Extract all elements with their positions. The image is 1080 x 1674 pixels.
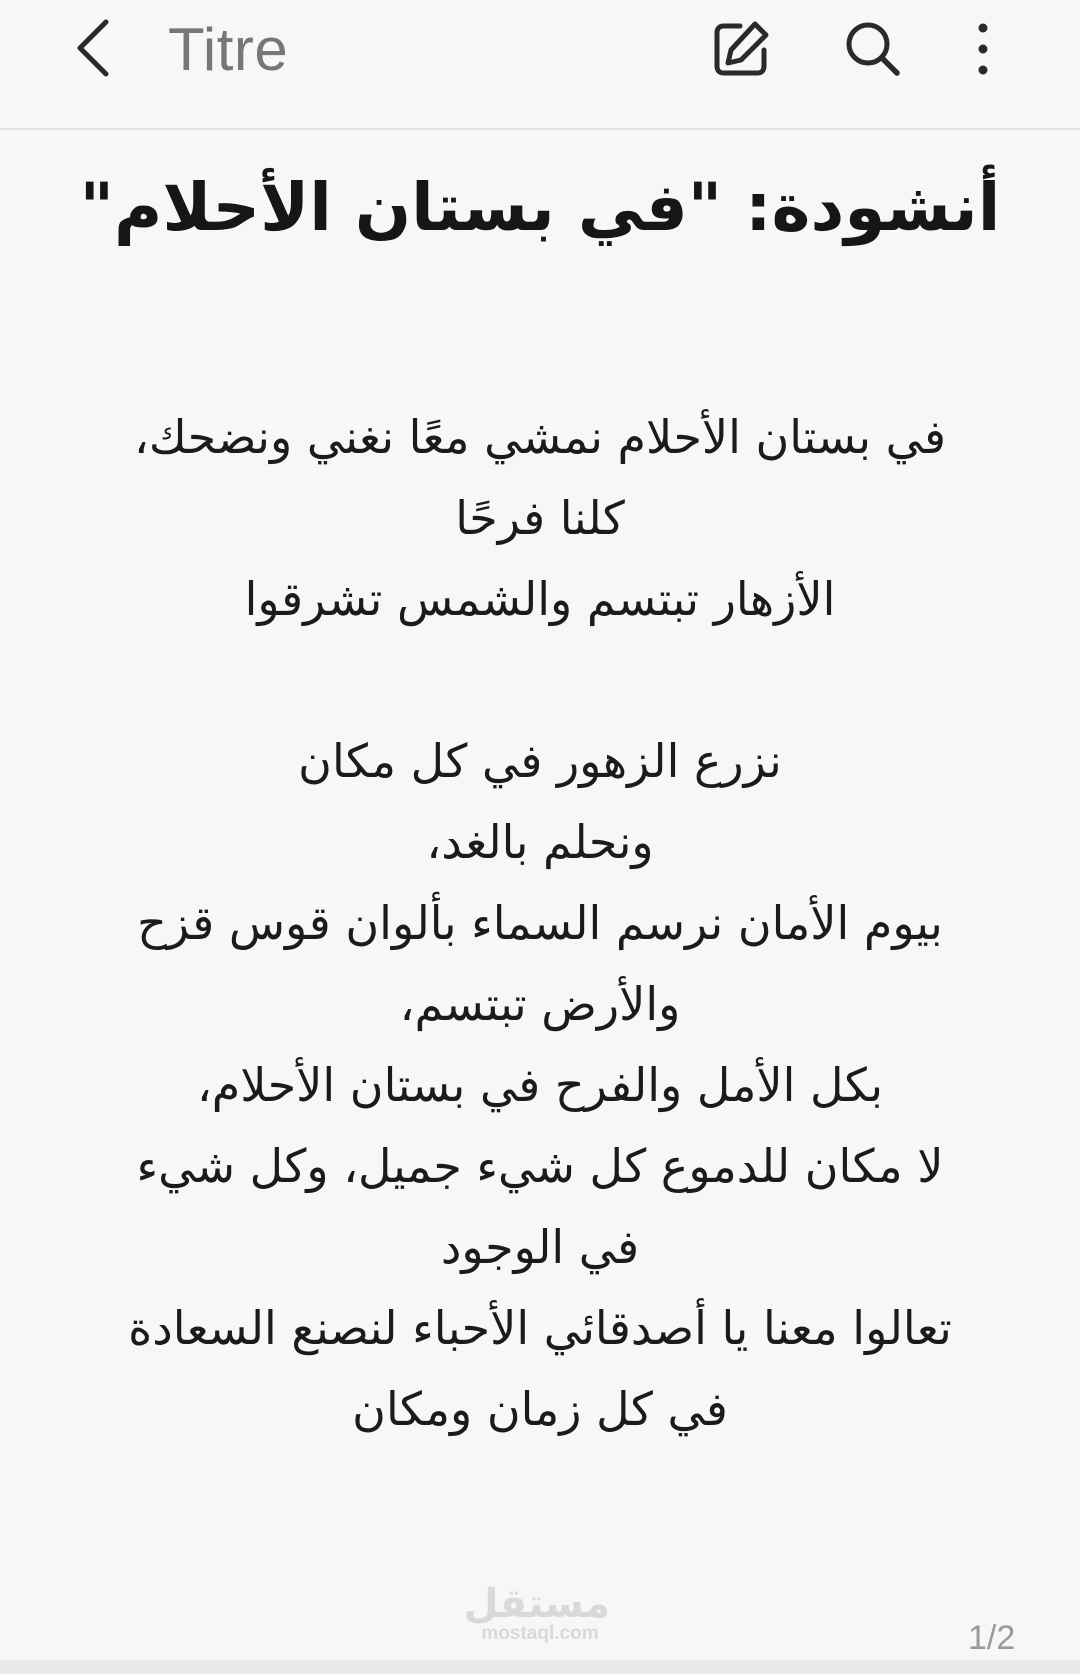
poem-line: في بستان الأحلام نمشي معًا نغني ونضحك، [133,410,946,464]
more-options-button[interactable] [943,9,1023,89]
more-vertical-icon [973,19,993,79]
watermark-latin: mostaql.com [481,1623,599,1644]
watermark-logo [463,1581,610,1644]
search-button[interactable] [833,9,913,89]
chevron-left-icon [74,16,114,80]
poem-line: بكل الأمل والفرح في بستان الأحلام، [196,1058,884,1112]
watermark-arabic: مستقل [463,1581,610,1627]
search-icon [843,19,903,79]
poem-line: نزرع الزهور في كل مكان [298,734,782,788]
document-title: أنشودة: "في بستان الأحلام" [79,169,1001,246]
document-body[interactable] [40,397,1040,1450]
poem-blank-line [40,640,1040,721]
poem-line: ونحلم بالغد، [426,815,654,869]
poem-line: بيوم الأمان نرسم السماء بألوان قوس قزح [137,896,943,950]
edit-button[interactable] [701,9,781,89]
top-app-bar [0,0,1080,130]
app-title: Titre [168,16,289,83]
edit-icon [710,18,772,80]
poem-line: في الوجود [440,1220,640,1274]
poem-line: الأزهار تبتسم والشمس تشرقوا [244,572,836,626]
poem-line: تعالوا معنا يا أصدقائي الأحباء لنصنع السعادة [128,1301,952,1355]
poem-line: في كل زمان ومكان [352,1382,728,1436]
bottom-edge [0,1660,1080,1674]
page-indicator: 1/2 [968,1619,1016,1657]
poem-line: كلنا فرحًا [455,491,625,545]
poem-line: لا مكان للدموع كل شيء جميل، وكل شيء [136,1139,944,1193]
poem-line: والأرض تبتسم، [399,977,681,1031]
back-button[interactable] [54,8,134,88]
